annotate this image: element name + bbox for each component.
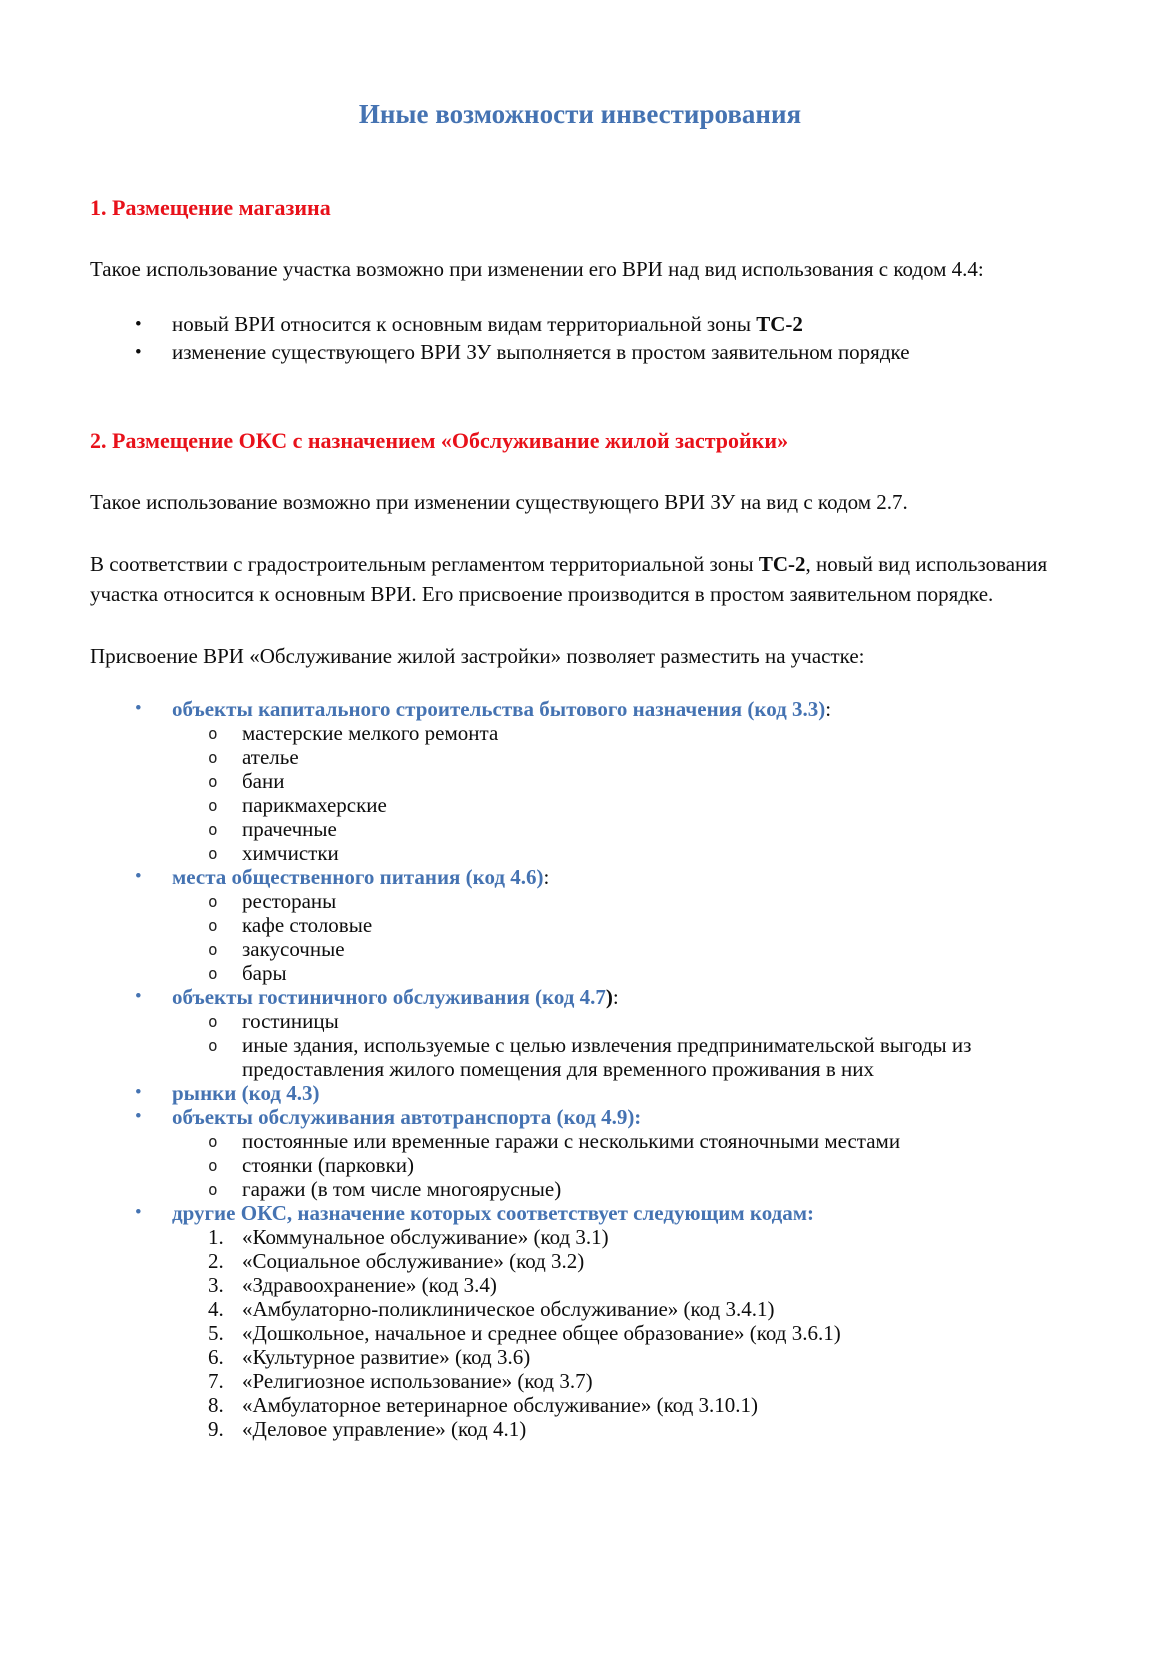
circle-bullet-icon: o: [208, 724, 218, 743]
circle-bullet-icon: o: [208, 1036, 218, 1055]
para2-text-post: , новый вид использования участка относится к основным ВРИ. Его присвоение производится в простом заявительном порядке.: [90, 552, 1048, 606]
para2-text-pre: В соответствии с градостроительным регламентом территориальной зоны: [90, 552, 759, 576]
list-item-category: [90, 985, 1070, 1009]
sub-list-item: [90, 1273, 1070, 1297]
section1-heading: 1. Размещение магазина: [90, 195, 331, 220]
section2-heading: 2. Размещение ОКС с назначением «Обслуживание жилой застройки»: [90, 428, 789, 453]
sub-list-item: [90, 817, 1070, 841]
list-item: [90, 340, 1070, 365]
sub-item-number: 8.: [208, 1393, 224, 1417]
sub-item-text: «Коммунальное обслуживание» (код 3.1): [242, 1225, 609, 1249]
section2-para1: Такое использование возможно при изменении существующего ВРИ ЗУ на вид с кодом 2.7.: [90, 490, 908, 514]
sub-item-text: «Деловое управление» (код 4.1): [242, 1417, 527, 1441]
circle-bullet-icon: o: [208, 748, 218, 767]
circle-bullet-icon: o: [208, 892, 218, 911]
circle-bullet-icon: o: [208, 964, 218, 983]
sub-item-text: парикмахерские: [242, 793, 387, 817]
sub-item-text: химчистки: [242, 841, 339, 865]
category-label: объекты капитального строительства бытового назначения (код 3.3): [172, 697, 826, 721]
sub-list-item: [90, 1297, 1070, 1321]
bullet-icon: •: [135, 1106, 142, 1127]
sub-item-text: ателье: [242, 745, 299, 769]
bullet-icon: •: [135, 698, 142, 719]
sub-list-item: [90, 889, 1070, 913]
sub-list-item: [90, 769, 1070, 793]
sub-item-text: иные здания, используемые с целью извлечения предпринимательской выгоды из предоставления жилого помещения для временного проживания в них: [242, 1033, 972, 1081]
sub-item-number: 2.: [208, 1249, 224, 1273]
category-label: объекты обслуживания автотранспорта (код 4.9):: [172, 1105, 642, 1129]
sub-list-item: [90, 793, 1070, 817]
sub-item-text: стоянки (парковки): [242, 1153, 414, 1177]
sub-item-number: 7.: [208, 1369, 224, 1393]
category-label: объекты гостиничного обслуживания (код 4.7: [172, 985, 606, 1009]
sub-item-text: «Культурное развитие» (код 3.6): [242, 1345, 531, 1369]
para2-text-bold: ТС-2: [758, 552, 806, 576]
category-label: рынки (код 4.3): [172, 1081, 320, 1105]
sub-item-text: «Социальное обслуживание» (код 3.2): [242, 1249, 585, 1273]
sub-item-number: 5.: [208, 1321, 224, 1345]
sub-item-text: «Здравоохранение» (код 3.4): [242, 1273, 497, 1297]
sub-item-text: мастерские мелкого ремонта: [242, 721, 499, 745]
list-item-text: [172, 312, 803, 336]
sub-item-number: 9.: [208, 1417, 224, 1441]
bullet-icon: •: [135, 1202, 142, 1223]
sub-list-item: [90, 1249, 1070, 1273]
sub-item-number: 4.: [208, 1297, 224, 1321]
section2-para2: [90, 549, 1070, 609]
list-item-category: [90, 1105, 1070, 1129]
sub-list-item: [90, 745, 1070, 769]
bullet-icon: •: [135, 986, 142, 1007]
sub-list-item: [90, 937, 1070, 961]
circle-bullet-icon: o: [208, 1180, 218, 1199]
list-item-text-normal: изменение существующего ВРИ ЗУ выполняется в простом заявительном порядке: [172, 340, 910, 364]
sub-item-text: рестораны: [242, 889, 337, 913]
bullet-icon: •: [135, 866, 142, 887]
list-item-category: [90, 697, 1070, 721]
list-item: [90, 312, 1070, 337]
section2-para3: Присвоение ВРИ «Обслуживание жилой застройки» позволяет разместить на участке:: [90, 644, 865, 668]
sub-list-item: [90, 721, 1070, 745]
sub-item-text: «Дошкольное, начальное и среднее общее образование» (код 3.6.1): [242, 1321, 841, 1345]
sub-list-item: [90, 841, 1070, 865]
list-item-category: [90, 865, 1070, 889]
sub-list-item: [90, 961, 1070, 985]
sub-item-text: гостиницы: [242, 1009, 339, 1033]
sub-item-text: бары: [242, 961, 287, 985]
circle-bullet-icon: o: [208, 772, 218, 791]
list-item-category: [90, 1081, 1070, 1105]
sub-list-item: [90, 1009, 1070, 1033]
sub-item-text: постоянные или временные гаражи с несколькими стояночными местами: [242, 1129, 901, 1153]
sub-item-text: «Амбулаторное ветеринарное обслуживание» (код 3.10.1): [242, 1393, 759, 1417]
category-suffix: :: [825, 697, 832, 721]
circle-bullet-icon: o: [208, 844, 218, 863]
category-bold-suffix: ): [605, 985, 613, 1009]
sub-list-item: [90, 1321, 1070, 1345]
sub-list-item: [90, 1345, 1070, 1369]
sub-list-item: [90, 1417, 1070, 1441]
sub-item-number: 6.: [208, 1345, 224, 1369]
sub-list-item: [90, 1153, 1070, 1177]
sub-list-item: [90, 1225, 1070, 1249]
circle-bullet-icon: o: [208, 916, 218, 935]
placement-list: [90, 697, 1070, 1441]
circle-bullet-icon: o: [208, 820, 218, 839]
sub-list-item: [90, 1369, 1070, 1393]
sub-item-number: 3.: [208, 1273, 224, 1297]
sub-item-text: «Амбулаторно-поликлиническое обслуживание» (код 3.4.1): [242, 1297, 775, 1321]
bullet-icon: •: [135, 342, 142, 363]
sub-item-text: бани: [242, 769, 285, 793]
sub-item-text: гаражи (в том числе многоярусные): [242, 1177, 562, 1201]
category-label: места общественного питания (код 4.6): [172, 865, 544, 889]
bullet-icon: •: [135, 314, 142, 335]
document-title: Иные возможности инвестирования: [358, 99, 802, 129]
section1-intro: Такое использование участка возможно при изменении его ВРИ над вид использования с кодом 4.4:: [90, 257, 984, 281]
sub-list-item: [90, 1033, 1070, 1081]
sub-list-item: [90, 1129, 1070, 1153]
circle-bullet-icon: o: [208, 1156, 218, 1175]
circle-bullet-icon: o: [208, 940, 218, 959]
circle-bullet-icon: o: [208, 1012, 218, 1031]
circle-bullet-icon: o: [208, 1132, 218, 1151]
sub-list-item: [90, 1177, 1070, 1201]
sub-item-number: 1.: [208, 1225, 224, 1249]
sub-item-text: закусочные: [242, 937, 345, 961]
sub-item-text: прачечные: [242, 817, 337, 841]
category-suffix: :: [543, 865, 550, 889]
list-item-text-normal: новый ВРИ относится к основным видам территориальной зоны: [172, 312, 757, 336]
circle-bullet-icon: o: [208, 796, 218, 815]
sub-item-text: «Религиозное использование» (код 3.7): [242, 1369, 593, 1393]
section1-bullet-list: [90, 312, 1070, 365]
sub-list-item: [90, 913, 1070, 937]
list-item-category: [90, 1201, 1070, 1225]
category-label: другие ОКС, назначение которых соответствует следующим кодам:: [172, 1201, 815, 1225]
list-item-text-bold: ТС-2: [756, 312, 803, 336]
category-suffix: :: [612, 985, 619, 1009]
bullet-icon: •: [135, 1082, 142, 1103]
sub-item-text: кафе столовые: [242, 913, 373, 937]
list-item-text: [172, 340, 910, 364]
sub-list-item: [90, 1393, 1070, 1417]
